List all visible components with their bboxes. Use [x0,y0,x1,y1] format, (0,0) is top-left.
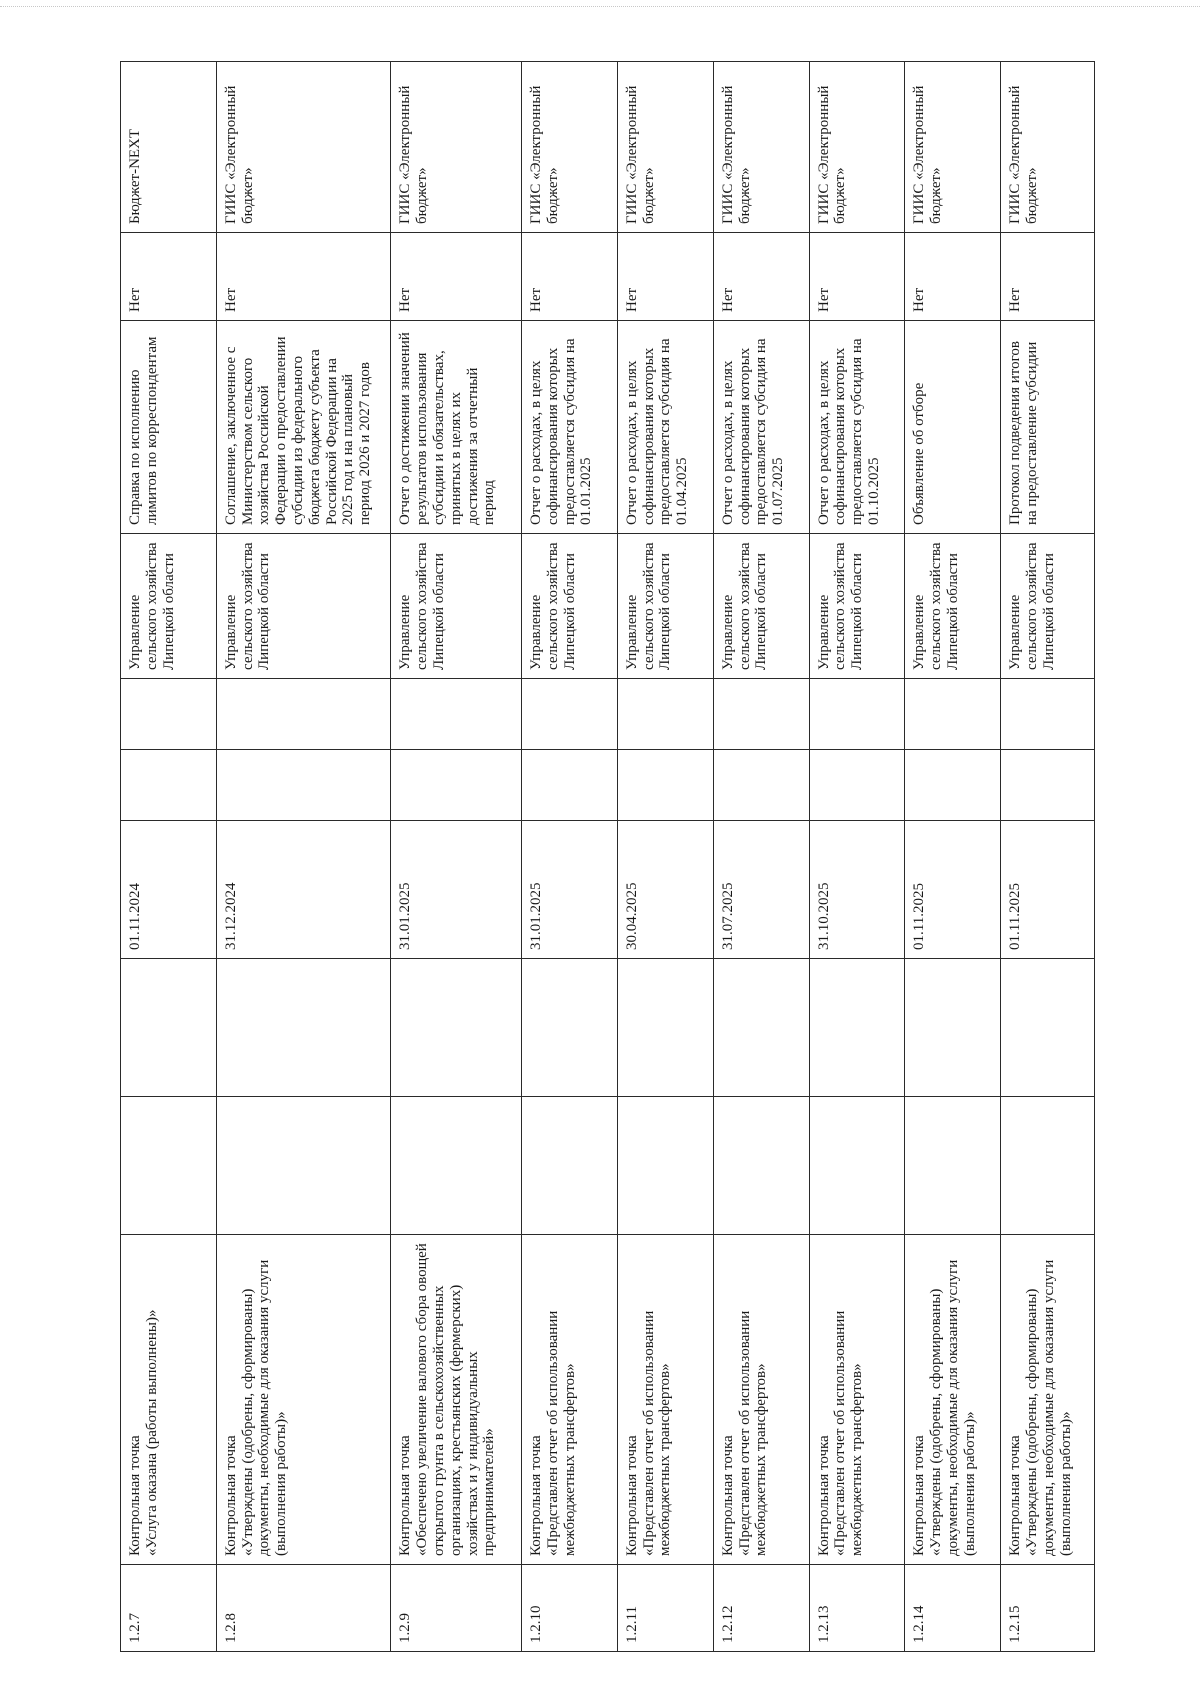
control-point-name-cell: Контрольная точка «Услуга оказана (работы выполнены)» [121,1235,217,1565]
empty-cell [391,959,522,1097]
empty-cell [905,750,1001,821]
empty-cell [216,750,390,821]
document-cell: Отчет о достижении значений результатов использования субсидии и обязательствах, принятых в целях их достижения за отчетный период [391,321,522,534]
date-cell: 31.07.2025 [713,821,809,959]
table-row [1001,62,1095,1652]
document-cell: Отчет о расходах, в целях софинансирования которых предоставляется субсидия на 01.01.2025 [522,321,618,534]
empty-cell [617,959,713,1097]
responsible-cell: Управление сельского хозяйства Липецкой области [391,534,522,679]
row-number-cell: 1.2.8 [216,1565,390,1652]
system-cell: ГИИС «Электронный бюджет» [1001,62,1095,233]
table-row [391,62,522,1652]
row-number-cell: 1.2.11 [617,1565,713,1652]
empty-cell [713,959,809,1097]
flag-cell: Нет [1001,233,1095,321]
empty-cell [216,679,390,750]
empty-cell [391,750,522,821]
empty-cell [1001,959,1095,1097]
empty-cell [522,1097,618,1235]
empty-cell [617,1097,713,1235]
rotated-table-container [120,62,1095,1652]
scan-edge-line [0,6,1200,7]
empty-cell [905,959,1001,1097]
empty-cell [617,679,713,750]
date-cell: 01.11.2025 [905,821,1001,959]
control-point-name-cell: Контрольная точка «Утверждены (одобрены, сформированы) документы, необходимые для оказания услуги (выполнения работы)» [216,1235,390,1565]
row-number-cell: 1.2.15 [1001,1565,1095,1652]
date-cell: 30.04.2025 [617,821,713,959]
table-row [121,62,217,1652]
system-cell: Бюджет-NEXT [121,62,217,233]
control-point-name-cell: Контрольная точка «Представлен отчет об использовании межбюджетных трансфертов» [617,1235,713,1565]
empty-cell [809,750,905,821]
date-cell: 31.12.2024 [216,821,390,959]
date-cell: 31.01.2025 [391,821,522,959]
table-row [216,62,390,1652]
empty-cell [391,1097,522,1235]
control-point-name-cell: Контрольная точка «Представлен отчет об использовании межбюджетных трансфертов» [713,1235,809,1565]
flag-cell: Нет [522,233,618,321]
control-point-name-cell: Контрольная точка «Утверждены (одобрены, сформированы) документы, необходимые для оказания услуги (выполнения работы)» [1001,1235,1095,1565]
flag-cell: Нет [617,233,713,321]
table-row [617,62,713,1652]
flag-cell: Нет [121,233,217,321]
row-number-cell: 1.2.9 [391,1565,522,1652]
document-cell: Отчет о расходах, в целях софинансирования которых предоставляется субсидия на 01.07.2025 [713,321,809,534]
empty-cell [522,679,618,750]
system-cell: ГИИС «Электронный бюджет» [905,62,1001,233]
document-cell: Протокол подведения итогов на предоставление субсидии [1001,321,1095,534]
flag-cell: Нет [216,233,390,321]
system-cell: ГИИС «Электронный бюджет» [617,62,713,233]
empty-cell [809,1097,905,1235]
empty-cell [905,1097,1001,1235]
empty-cell [216,959,390,1097]
date-cell: 01.11.2025 [1001,821,1095,959]
responsible-cell: Управление сельского хозяйства Липецкой области [809,534,905,679]
control-point-name-cell: Контрольная точка «Представлен отчет об использовании межбюджетных трансфертов» [522,1235,618,1565]
empty-cell [1001,1097,1095,1235]
responsible-cell: Управление сельского хозяйства Липецкой области [121,534,217,679]
system-cell: ГИИС «Электронный бюджет» [713,62,809,233]
control-point-name-cell: Контрольная точка «Обеспечено увеличение валового сбора овощей открытого грунта в сельскохозяйственных организациях, крестьянских (фермерских) хозяйствах и у индивидуальных предпринимателей» [391,1235,522,1565]
row-number-cell: 1.2.13 [809,1565,905,1652]
control-points-table [120,61,1095,1652]
flag-cell: Нет [905,233,1001,321]
responsible-cell: Управление сельского хозяйства Липецкой области [522,534,618,679]
system-cell: ГИИС «Электронный бюджет» [391,62,522,233]
document-cell: Справка по исполнению лимитов по корреспондентам [121,321,217,534]
flag-cell: Нет [391,233,522,321]
document-cell: Отчет о расходах, в целях софинансирования которых предоставляется субсидия на 01.10.2025 [809,321,905,534]
empty-cell [713,1097,809,1235]
system-cell: ГИИС «Электронный бюджет» [216,62,390,233]
empty-cell [905,679,1001,750]
document-cell: Отчет о расходах, в целях софинансирования которых предоставляется субсидия на 01.04.2025 [617,321,713,534]
row-number-cell: 1.2.14 [905,1565,1001,1652]
table-row [809,62,905,1652]
flag-cell: Нет [809,233,905,321]
empty-cell [121,750,217,821]
empty-cell [216,1097,390,1235]
responsible-cell: Управление сельского хозяйства Липецкой области [617,534,713,679]
row-number-cell: 1.2.10 [522,1565,618,1652]
system-cell: ГИИС «Электронный бюджет» [522,62,618,233]
responsible-cell: Управление сельского хозяйства Липецкой области [216,534,390,679]
empty-cell [713,750,809,821]
responsible-cell: Управление сельского хозяйства Липецкой области [1001,534,1095,679]
control-point-name-cell: Контрольная точка «Представлен отчет об использовании межбюджетных трансфертов» [809,1235,905,1565]
empty-cell [391,679,522,750]
table-row [522,62,618,1652]
flag-cell: Нет [713,233,809,321]
empty-cell [121,1097,217,1235]
empty-cell [617,750,713,821]
date-cell: 01.11.2024 [121,821,217,959]
date-cell: 31.01.2025 [522,821,618,959]
empty-cell [121,679,217,750]
system-cell: ГИИС «Электронный бюджет» [809,62,905,233]
row-number-cell: 1.2.12 [713,1565,809,1652]
empty-cell [121,959,217,1097]
empty-cell [809,959,905,1097]
document-cell: Объявление об отборе [905,321,1001,534]
row-number-cell: 1.2.7 [121,1565,217,1652]
document-cell: Соглашение, заключенное с Министерством сельского хозяйства Российской Федерации о предоставлении субсидии из федерального бюджета бюджету субъекта Российской Федерации на 2025 год и на плановый период 2026 и 2027 годов [216,321,390,534]
empty-cell [713,679,809,750]
empty-cell [1001,750,1095,821]
table-row [713,62,809,1652]
date-cell: 31.10.2025 [809,821,905,959]
responsible-cell: Управление сельского хозяйства Липецкой области [713,534,809,679]
empty-cell [1001,679,1095,750]
control-point-name-cell: Контрольная точка «Утверждены (одобрены, сформированы) документы, необходимые для оказания услуги (выполнения работы)» [905,1235,1001,1565]
responsible-cell: Управление сельского хозяйства Липецкой области [905,534,1001,679]
empty-cell [522,750,618,821]
table-row [905,62,1001,1652]
empty-cell [809,679,905,750]
empty-cell [522,959,618,1097]
